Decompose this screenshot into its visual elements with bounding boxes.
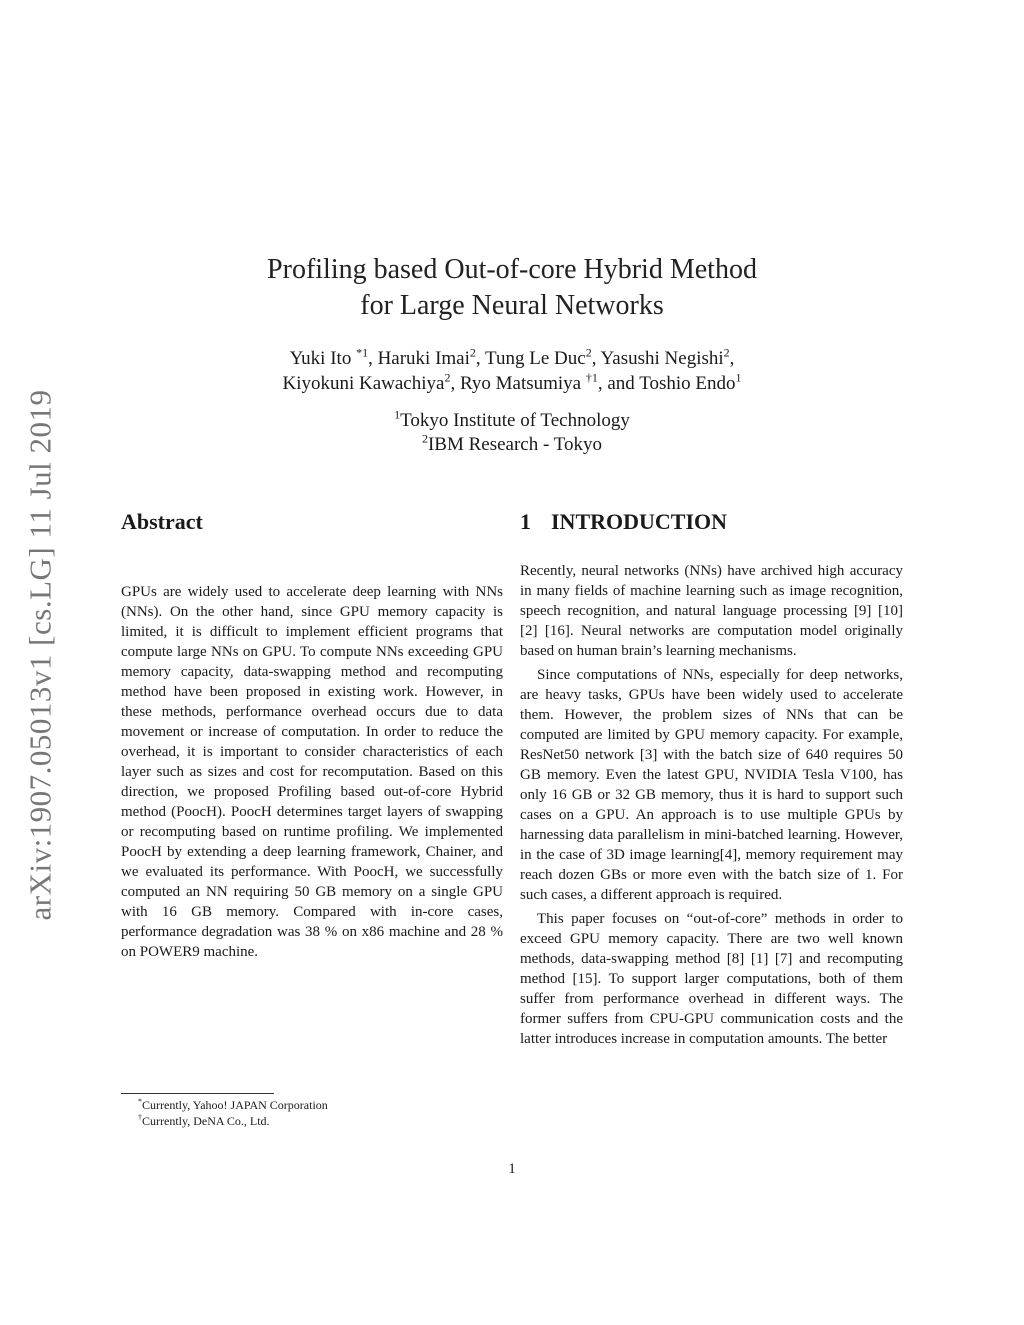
footnote-marker: †	[138, 1113, 142, 1122]
affiliation-name: IBM Research - Tokyo	[427, 434, 603, 455]
author-name: Kiyokuni Kawachiya	[282, 373, 445, 394]
section-number: 1	[520, 509, 531, 534]
affiliation-name: Tokyo Institute of Technology	[400, 410, 630, 431]
author-marker: 2	[723, 345, 730, 360]
footnote-text: Currently, Yahoo! JAPAN Corporation	[142, 1098, 328, 1112]
author-marker: 1	[735, 370, 742, 385]
author-separator: ,	[729, 348, 735, 369]
title-line-1: Profiling based Out-of-core Hybrid Method	[267, 254, 757, 285]
title-line-2: for Large Neural Networks	[360, 290, 664, 321]
author-marker: 2	[585, 345, 592, 360]
footnotes	[138, 1097, 328, 1129]
affiliation-marker: 2	[421, 431, 428, 446]
introduction-heading	[520, 508, 727, 536]
introduction-paragraph: This paper focuses on “out-of-core” methods in order to exceed GPU memory capacity. There are two well known methods, data-swapping method [8] [1] [7] and recomputing method [15]. To support larger computations, both of them suffer from performance overhead in different ways. The former suffers from CPU-GPU communication costs and the latter introduces increase in computation amounts. The better	[520, 911, 903, 1047]
author-marker: *1	[356, 345, 369, 360]
author-name: , Yasushi Negishi	[591, 348, 724, 369]
paper-title	[0, 252, 1024, 324]
affiliation-list	[0, 409, 1024, 457]
page-number: 1	[508, 1161, 516, 1177]
author-name: , Haruki Imai	[368, 348, 470, 369]
footnote-item	[138, 1097, 328, 1113]
arxiv-identifier-text: arXiv:1907.05013v1 [cs.LG] 11 Jul 2019	[22, 389, 58, 921]
author-name: Yuki Ito	[289, 348, 352, 369]
footnote-item	[138, 1113, 328, 1129]
author-marker: †1	[585, 370, 598, 385]
section-title: INTRODUCTION	[551, 509, 728, 534]
introduction-paragraph: Since computations of NNs, especially for deep networks, are heavy tasks, GPUs have been widely used to accelerate them. However, the problem sizes of NNs that can be computed are limited by GPU memory capacity. For example, ResNet50 network [3] with the batch size of 640 requires 50 GB memory. Even the latest GPU, NVIDIA Tesla V100, has only 16 GB or 32 GB memory, thus it is hard to support such cases on a GPU. An approach is to use multiple GPUs by harnessing data parallelism in mini-batched learning. However, in the case of 3D image learning[4], memory requirement may reach dozen GBs or more even with the batch size of 1. For such cases, a different approach is required.	[520, 667, 903, 903]
author-line-2	[0, 371, 1024, 396]
footnote-divider	[121, 1093, 274, 1094]
author-marker: 2	[469, 345, 476, 360]
affiliation-marker: 1	[394, 407, 401, 422]
footnote-marker: *	[138, 1097, 142, 1106]
author-name: , and Toshio Endo	[597, 373, 736, 394]
footnote-text: Currently, DeNA Co., Ltd.	[142, 1114, 270, 1128]
affiliation-item	[0, 433, 1024, 457]
author-line-1	[0, 346, 1024, 371]
affiliation-item	[0, 409, 1024, 433]
author-list	[0, 346, 1024, 396]
author-name: , Tung Le Duc	[475, 348, 586, 369]
abstract-body	[121, 582, 503, 962]
author-name: , Ryo Matsumiya	[450, 373, 582, 394]
author-marker: 2	[444, 370, 451, 385]
abstract-heading: Abstract	[121, 509, 203, 534]
introduction-paragraph: Recently, neural networks (NNs) have archived high accuracy in many fields of machine learning such as image recognition, speech recognition, and natural language processing [9] [10] [2] [16]. Neural networks are computation model originally based on human brain’s learning mechanisms.	[520, 563, 903, 659]
introduction-body	[520, 561, 903, 1049]
abstract-paragraph: GPUs are widely used to accelerate deep learning with NNs (NNs). On the other hand, since GPU memory capacity is limited, it is difficult to implement efficient programs that compute large NNs on GPU. To compute NNs exceeding GPU memory capacity, data-swapping method and recomputing method have been proposed in existing work. However, in these methods, performance overhead occurs due to data movement or increase of computation. In order to reduce the overhead, it is important to consider characteristics of each layer such as sizes and cost for recomputation. Based on this direction, we proposed Profiling based out-of-core Hybrid method (PoocH). PoocH determines target layers of swapping or recomputing based on runtime profiling. We implemented PoocH by extending a deep learning framework, Chainer, and we evaluated its performance. With PoocH, we successfully computed an NN requiring 50 GB memory on a single GPU with 16 GB memory. Compared with in-core cases, performance degradation was 38 % on x86 machine and 28 % on POWER9 machine.	[121, 584, 503, 960]
